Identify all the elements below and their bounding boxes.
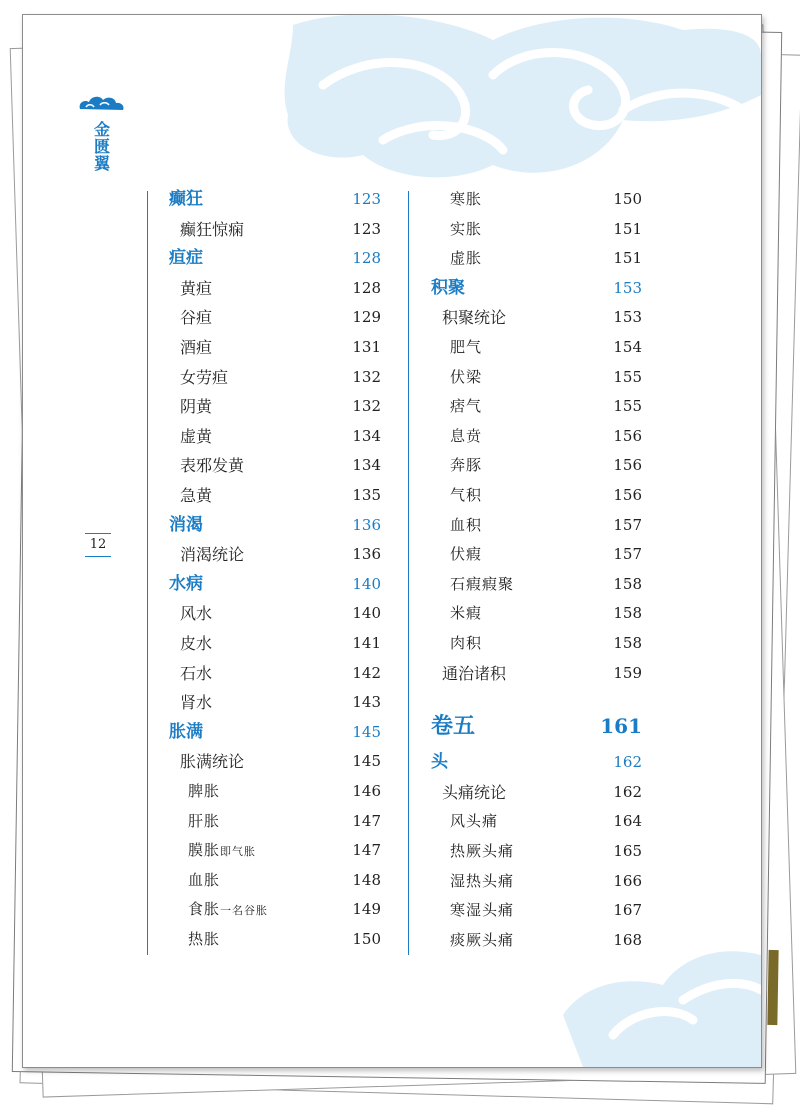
toc-entry-item	[169, 747, 381, 776]
toc-entry-page: 154	[613, 338, 642, 356]
toc-entry-label: 积聚	[431, 278, 465, 298]
toc-entry-label: 脾胀	[188, 782, 221, 800]
toc-entry-label: 血积	[450, 516, 483, 534]
toc-entry-label: 消渴	[169, 515, 203, 535]
toc-entry-page: 151	[613, 220, 642, 238]
toc-entry-label: 风头痛	[450, 812, 499, 830]
toc-entry-sub	[431, 867, 642, 896]
toc-entry-page: 165	[613, 842, 642, 860]
toc-entry-page: 147	[352, 841, 381, 859]
toc-entry-item	[169, 303, 381, 332]
toc-entry-label: 膜胀	[188, 841, 221, 859]
book-title: 金匮翼	[91, 121, 111, 172]
toc-entry-label: 石水	[180, 664, 213, 683]
book-logo	[73, 93, 129, 172]
toc-entry-label: 疸症	[169, 248, 203, 268]
toc-entry-page: 140	[352, 575, 381, 593]
toc-entry-label: 卷五	[431, 713, 476, 739]
toc-entry-item	[169, 215, 381, 244]
toc-entry-page: 153	[613, 308, 642, 326]
toc-entry-label-group	[188, 895, 268, 925]
toc-entry-label: 伏瘕	[450, 545, 483, 563]
toc-entry-page: 150	[352, 930, 381, 948]
toc-entry-label: 肥气	[450, 338, 483, 356]
toc-entry-page: 162	[613, 783, 642, 801]
toc-entry-page: 146	[352, 782, 381, 800]
toc-entry-page: 151	[613, 249, 642, 267]
toc-entry-label: 奔豚	[450, 456, 483, 474]
toc-entry-label: 胀满	[169, 722, 203, 742]
toc-entry-page: 134	[352, 427, 381, 445]
toc-entry-label: 谷疸	[180, 308, 213, 327]
toc-entry-page: 135	[352, 486, 381, 504]
toc-entry-page: 168	[613, 931, 642, 949]
toc-entry-page: 149	[352, 900, 381, 918]
toc-entry-page: 156	[613, 486, 642, 504]
cloud-icon	[76, 93, 126, 115]
toc-entry-page: 161	[600, 714, 642, 738]
toc-entry-page: 131	[352, 338, 381, 356]
toc-entry-item	[169, 451, 381, 480]
toc-entry-label: 痰厥头痛	[450, 931, 515, 949]
toc-entry-item	[169, 392, 381, 421]
toc-entry-page: 145	[352, 723, 381, 741]
toc-entry-label: 阴黄	[180, 397, 213, 416]
toc-entry-page: 167	[613, 901, 642, 919]
toc-left-column	[169, 185, 381, 975]
toc-entry-label: 女劳疸	[180, 368, 229, 387]
toc-entry-label: 息贲	[450, 427, 483, 445]
book-cover-edge	[767, 950, 778, 1025]
toc-entry-sub	[169, 925, 381, 954]
toc-entry-page: 129	[352, 308, 381, 326]
toc-entry-label: 虚胀	[450, 249, 483, 267]
toc-entry-sub	[431, 837, 642, 866]
toc-entry-page: 145	[352, 752, 381, 770]
toc-entry-label: 血胀	[188, 871, 221, 889]
toc-entry-label: 肉积	[450, 634, 483, 652]
toc-entry-item	[169, 599, 381, 628]
toc-entry-sub	[431, 511, 642, 540]
toc-right-column	[431, 185, 642, 975]
toc-entry-cat	[431, 274, 642, 303]
toc-entry-sub	[431, 333, 642, 362]
toc-entry-cat	[169, 511, 381, 540]
toc-entry-page: 166	[613, 872, 642, 890]
toc-entry-item	[169, 629, 381, 658]
page-number	[85, 533, 111, 557]
toc-entry-label: 癫狂	[169, 189, 203, 209]
toc-entry-sub	[431, 629, 642, 658]
toc-entry-cat	[169, 244, 381, 273]
toc-entry-cat	[169, 570, 381, 599]
toc-entry-page: 158	[613, 575, 642, 593]
toc-entry-page: 157	[613, 516, 642, 534]
toc-entry-item	[169, 422, 381, 451]
toc-entry-sub	[431, 807, 642, 836]
toc-entry-page: 162	[613, 753, 642, 771]
toc-entry-sub	[431, 540, 642, 569]
toc-entry-sub	[431, 244, 642, 273]
toc-entry-sub	[431, 363, 642, 392]
toc-entry-cat	[169, 718, 381, 747]
toc-entry-sub	[431, 422, 642, 451]
toc-entry-label-group	[188, 836, 256, 866]
toc-entry-page: 142	[352, 664, 381, 682]
left-column-divider	[147, 191, 148, 955]
toc-entry-item	[169, 274, 381, 303]
toc-entry-sub	[169, 866, 381, 895]
toc-entry-label: 石瘕瘕聚	[450, 575, 515, 593]
toc-entry-page: 158	[613, 634, 642, 652]
toc-entry-label: 湿热头痛	[450, 872, 515, 890]
toc-entry-page: 157	[613, 545, 642, 563]
toc-entry-sub	[431, 185, 642, 214]
toc-entry-sub	[431, 451, 642, 480]
toc-entry-label: 肾水	[180, 693, 213, 712]
toc-entry-item	[431, 303, 642, 332]
toc-entry-item	[169, 363, 381, 392]
toc-entry-label: 积聚统论	[442, 308, 507, 327]
toc-entry-label: 风水	[180, 604, 213, 623]
toc-entry-sub	[431, 926, 642, 955]
toc-entry-sub	[431, 215, 642, 244]
toc-entry-label: 黄疸	[180, 279, 213, 298]
toc-entry-page: 158	[613, 604, 642, 622]
toc-entry-page: 128	[352, 249, 381, 267]
toc-entry-page: 155	[613, 368, 642, 386]
toc-entry-page: 150	[613, 190, 642, 208]
toc-entry-label: 通治诸积	[442, 664, 507, 683]
page-number-text: 12	[89, 537, 107, 552]
toc-entry-label: 伏梁	[450, 368, 483, 386]
toc-entry-page: 141	[352, 634, 381, 652]
toc-entry-label: 水病	[169, 574, 203, 594]
toc-entry-page: 155	[613, 397, 642, 415]
center-column-divider	[408, 191, 409, 955]
toc-entry-note: 一名谷胀	[220, 904, 269, 917]
toc-entry-item	[169, 481, 381, 510]
toc-entry-note: 即气胀	[220, 845, 257, 858]
toc-entry-label: 肝胀	[188, 812, 221, 830]
toc-entry-item	[431, 778, 642, 807]
toc-entry-item	[169, 333, 381, 362]
toc-entry-label: 酒疸	[180, 338, 213, 357]
toc-entry-page: 148	[352, 871, 381, 889]
toc-entry-sub	[169, 895, 381, 924]
toc-entry-item	[431, 659, 642, 688]
cloud-pattern-decoration	[23, 15, 761, 1067]
toc-entry-page: 159	[613, 664, 642, 682]
toc-entry-sub	[431, 570, 642, 599]
toc-entry-cat	[431, 748, 642, 777]
toc-entry-sub	[169, 777, 381, 806]
toc-entry-label: 热厥头痛	[450, 842, 515, 860]
toc-entry-sub	[169, 807, 381, 836]
toc-entry-page: 134	[352, 456, 381, 474]
toc-entry-page: 164	[613, 812, 642, 830]
toc-entry-page: 147	[352, 812, 381, 830]
toc-entry-label: 胀满统论	[180, 752, 245, 771]
toc-entry-sub	[431, 392, 642, 421]
toc-entry-sub	[431, 896, 642, 925]
toc-entry-page: 132	[352, 397, 381, 415]
toc-entry-label: 气积	[450, 486, 483, 504]
toc-entry-page: 156	[613, 456, 642, 474]
toc-entry-label: 痞气	[450, 397, 483, 415]
toc-entry-page: 153	[613, 279, 642, 297]
toc-entry-label: 表邪发黄	[180, 456, 245, 475]
toc-entry-label: 实胀	[450, 220, 483, 238]
toc-entry-sub	[431, 599, 642, 628]
toc-entry-item	[169, 540, 381, 569]
toc-entry-page: 136	[352, 516, 381, 534]
toc-entry-cat	[169, 185, 381, 214]
toc-entry-page: 123	[352, 220, 381, 238]
toc-entry-label: 米瘕	[450, 604, 483, 622]
toc-entry-label: 虚黄	[180, 427, 213, 446]
toc-entry-sub	[431, 481, 642, 510]
toc-entry-label: 皮水	[180, 634, 213, 653]
toc-entry-sub	[169, 836, 381, 865]
toc-entry-page: 132	[352, 368, 381, 386]
toc-entry-page: 143	[352, 693, 381, 711]
toc-entry-label: 食胀	[188, 900, 221, 918]
toc-entry-page: 136	[352, 545, 381, 563]
toc-entry-label: 寒胀	[450, 190, 483, 208]
toc-entry-label: 癫狂惊痫	[180, 220, 245, 239]
toc-entry-label: 热胀	[188, 930, 221, 948]
toc-entry-page: 156	[613, 427, 642, 445]
toc-entry-label: 头痛统论	[442, 783, 507, 802]
toc-entry-label: 消渴统论	[180, 545, 245, 564]
toc-entry-vol	[431, 706, 642, 746]
toc-entry-label: 急黄	[180, 486, 213, 505]
toc-entry-page: 123	[352, 190, 381, 208]
toc-entry-page: 128	[352, 279, 381, 297]
toc-entry-label: 寒湿头痛	[450, 901, 515, 919]
toc-entry-item	[169, 659, 381, 688]
toc-entry-item	[169, 688, 381, 717]
book-page	[22, 14, 762, 1068]
toc-entry-page: 140	[352, 604, 381, 622]
toc-entry-label: 头	[431, 752, 448, 772]
